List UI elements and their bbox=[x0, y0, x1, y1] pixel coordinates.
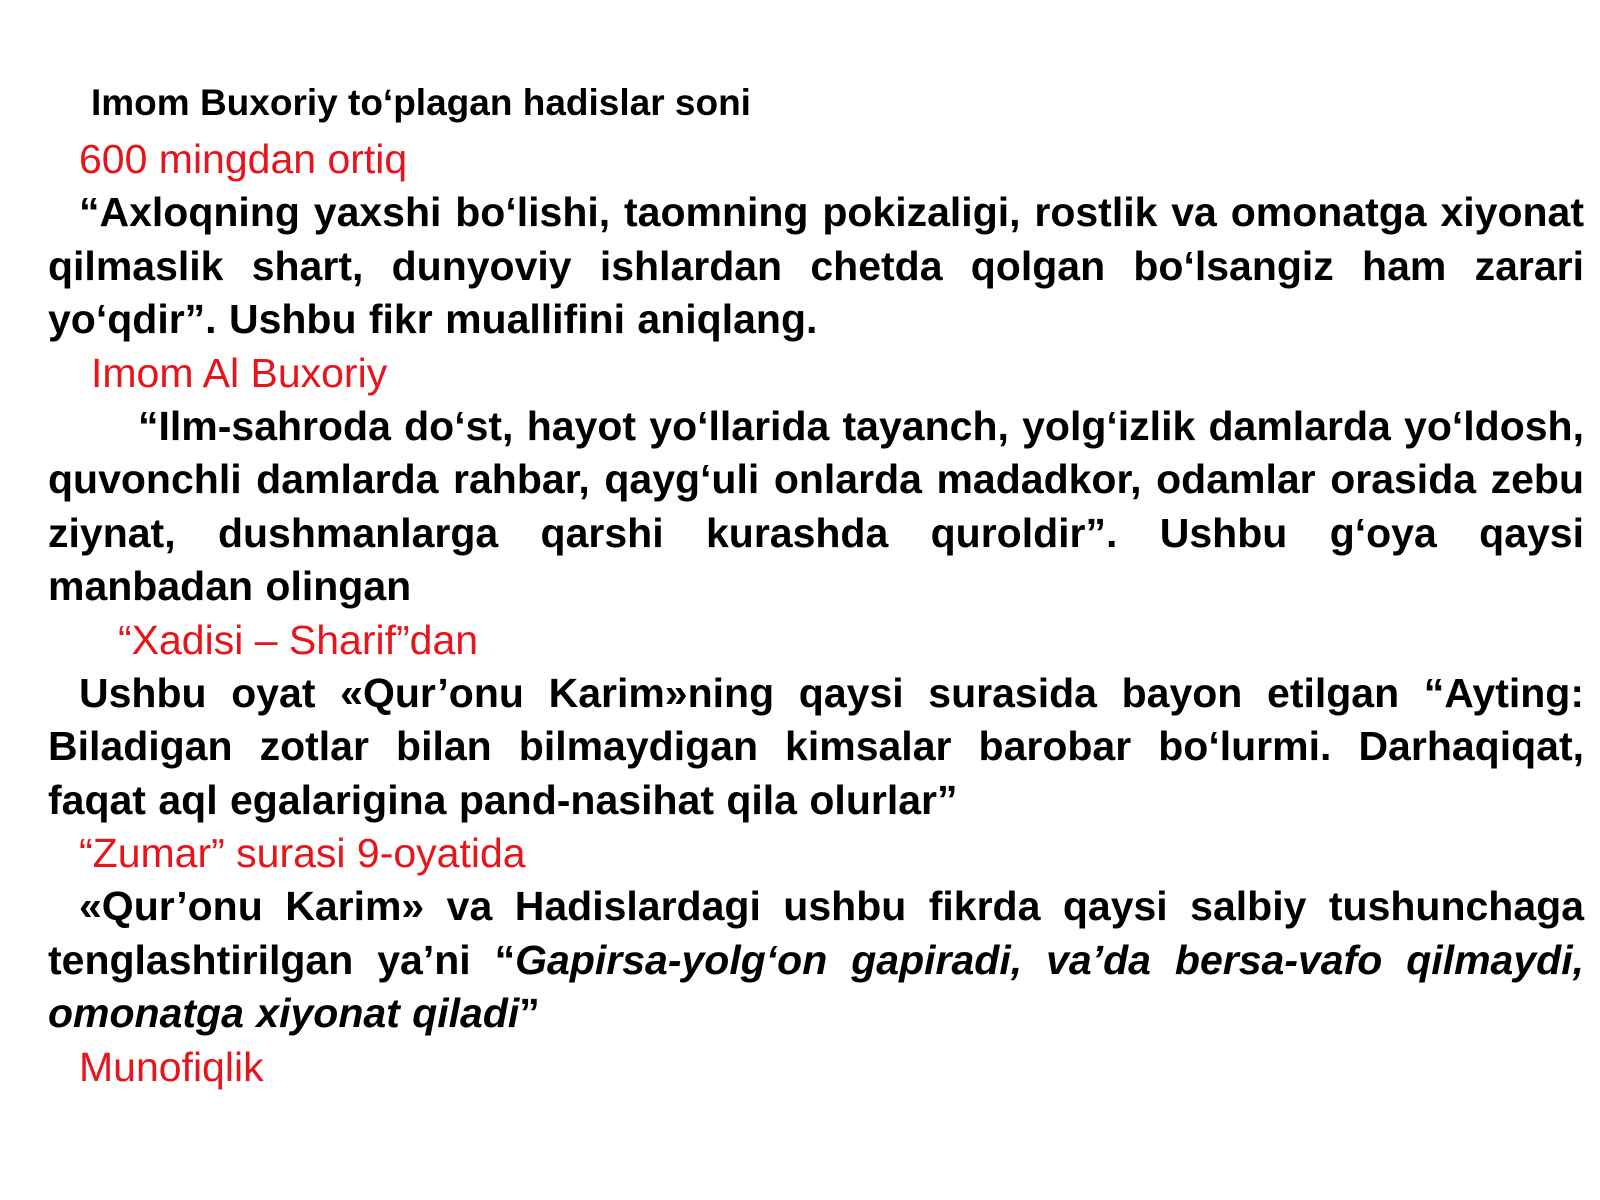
slide-title: Imom Buxoriy to‘plagan hadislar soni bbox=[91, 82, 751, 123]
question-4-quote: Gapirsa-yolg‘on gapiradi, va’da bersa-vafo qilmaydi, omonatga xiyonat qiladi bbox=[48, 936, 1584, 1036]
answer-2: Imom Al Buxoriy bbox=[91, 349, 388, 396]
question-3: Ushbu oyat «Qur’onu Karim»ning qaysi surasida bayon etilgan “Ayting: Biladigan zotlar bilan bilmaydigan kimsalar barobar bo‘lurmi. Darhaqiqat, faqat aql egalarigina pand-nasihat qila olurlar” bbox=[48, 669, 1584, 823]
answer-3: “Xadisi – Sharif”dan bbox=[118, 616, 479, 663]
slide-content bbox=[48, 78, 1584, 1094]
answer-5: Munofiqlik bbox=[79, 1043, 264, 1090]
question-4-text: «Qur’onu Karim» va Hadislardagi ushbu fikrda qaysi salbiy tushunchaga tenglashtirilgan ya’ni “ bbox=[48, 883, 1584, 983]
question-4 bbox=[48, 880, 1584, 1041]
question-4-close-quote: ” bbox=[519, 990, 540, 1036]
question-2: “Ilm-sahroda do‘st, hayot yo‘llarida tayanch, yolg‘izlik damlarda yo‘ldosh, quvonchli damlarda rahbar, qayg‘uli onlarda madadkor, odamlar orasida zebu ziynat, dushmanlarga qarshi kurashda quroldir”. Ushbu g‘oya qaysi manbadan olingan bbox=[48, 402, 1584, 609]
answer-1: 600 mingdan ortiq bbox=[79, 136, 408, 182]
question-1: “Axloqning yaxshi bo‘lishi, taomning pokizaligi, rostlik va omonatga xiyonat qilmaslik shart, dunyoviy ishlardan chetda qolgan bo‘lsangiz ham zarari yo‘qdir”. Ushbu fikr muallifini aniqlang. bbox=[48, 189, 1584, 342]
answer-4: “Zumar” surasi 9-oyatida bbox=[79, 830, 526, 876]
